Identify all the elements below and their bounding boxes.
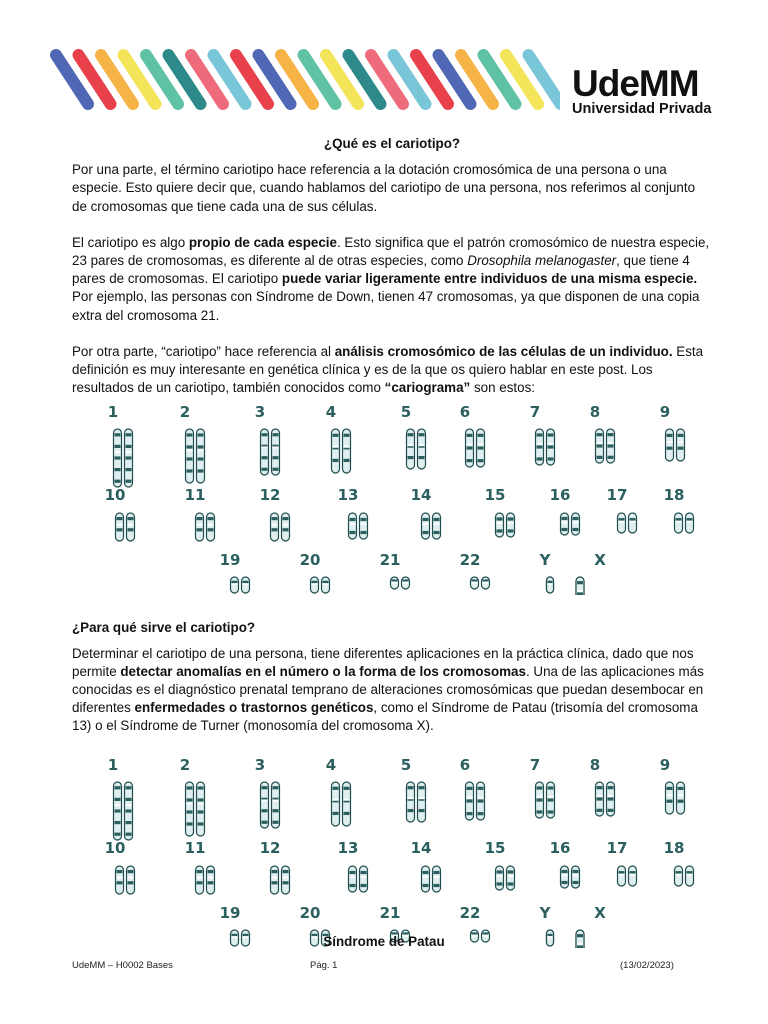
chromosome-pair xyxy=(618,513,637,533)
chromosome xyxy=(477,782,485,820)
chromosome xyxy=(207,866,215,894)
decorative-stripes xyxy=(0,0,560,125)
chromosome xyxy=(127,513,135,541)
chromosome xyxy=(675,866,683,886)
text-run: , como el Síndrome de Patau (trisomía del cromosoma 13) o el Síndrome de Turner (monosomía del cromosoma X). xyxy=(72,700,698,734)
chromosome-pair xyxy=(596,429,615,463)
karyogram-patau xyxy=(70,758,710,948)
logo-main-text: UdeMM xyxy=(572,63,699,104)
chromosome-number-label: 17 xyxy=(606,838,628,857)
text-run: Por ejemplo, las personas con Síndrome de Down, tienen 47 cromosomas, ya que disponen de una copia extra del cromosoma 21. xyxy=(72,289,700,323)
karyogram-normal xyxy=(70,405,710,595)
chromosome-number-label: 18 xyxy=(663,486,685,505)
chromosome xyxy=(482,577,490,589)
udemm-logo xyxy=(572,63,722,118)
chromosome xyxy=(675,513,683,533)
chromosome-pair xyxy=(561,513,580,535)
chromosome-number-label: 16 xyxy=(549,838,571,857)
chromosome xyxy=(596,782,604,816)
chromosome-pair xyxy=(576,577,584,595)
bold-run: “cariograma” xyxy=(384,380,471,396)
chromosome xyxy=(607,782,615,816)
chromosome xyxy=(114,429,122,487)
chromosome xyxy=(418,429,426,469)
chromosome-number-label: 2 xyxy=(179,405,191,422)
footer-page-number: Pág. 1 xyxy=(310,960,338,971)
chromosome xyxy=(282,866,290,894)
paragraph-aplicaciones xyxy=(72,645,712,736)
chromosome-pair xyxy=(675,513,694,533)
chromosome-number-label: 20 xyxy=(299,903,321,922)
chromosome xyxy=(391,577,399,589)
chromosome-number-label: 7 xyxy=(529,757,541,774)
chromosome-number-label: X xyxy=(594,551,606,570)
chromosome xyxy=(572,513,580,535)
chromosome-number-label: 21 xyxy=(379,903,401,922)
chromosome xyxy=(471,577,479,589)
chromosome xyxy=(186,429,194,483)
chromosome-pair xyxy=(422,866,441,892)
chromosome-number-label: 15 xyxy=(484,486,506,505)
chromosome xyxy=(196,513,204,541)
karyogram-patau-image xyxy=(70,758,710,948)
bold-run: detectar anomalías en el número o la forma de los cromosomas xyxy=(120,663,526,679)
chromosome-pair xyxy=(196,513,215,541)
section-title-que-es: ¿Qué es el cariotipo? xyxy=(323,136,461,151)
chromosome-number-label: 1 xyxy=(107,405,119,422)
chromosome-pair xyxy=(422,513,441,539)
chromosome-pair xyxy=(186,429,205,483)
chromosome xyxy=(349,866,357,892)
chromosome xyxy=(407,429,415,469)
chromosome-number-label: 17 xyxy=(606,486,628,505)
chromosome-number-label: 20 xyxy=(299,551,321,570)
logo-sub-text: Universidad Privada xyxy=(572,101,712,117)
footer-date: (13/02/2023) xyxy=(620,960,674,971)
chromosome xyxy=(466,429,474,467)
chromosome-number-label: 10 xyxy=(104,486,126,505)
chromosome xyxy=(686,513,694,533)
chromosome xyxy=(666,429,674,461)
chromosome-pair xyxy=(407,782,426,822)
chromosome-number-label: 22 xyxy=(459,551,481,570)
chromosome xyxy=(433,513,441,539)
chromosome xyxy=(561,866,569,888)
chromosome-pair xyxy=(186,782,205,836)
chromosome-number-label: 9 xyxy=(659,757,671,774)
chromosome xyxy=(677,782,685,814)
chromosome-number-label: 8 xyxy=(589,405,601,422)
chromosome-pair xyxy=(536,429,555,465)
paragraph-especie xyxy=(72,234,712,325)
chromosome xyxy=(607,429,615,463)
chromosome xyxy=(629,513,637,533)
chromosome-pair xyxy=(196,866,215,894)
chromosome-pair xyxy=(466,782,485,820)
chromosome-pair xyxy=(666,782,685,814)
chromosome xyxy=(261,429,269,475)
text-run: El cariotipo es algo xyxy=(72,234,189,250)
chromosome xyxy=(360,866,368,892)
chromosome xyxy=(418,782,426,822)
figure-caption: Síndrome de Patau xyxy=(323,934,445,949)
chromosome xyxy=(433,866,441,892)
chromosome-pair xyxy=(311,577,330,593)
chromosome xyxy=(629,866,637,886)
chromosome-pair xyxy=(596,782,615,816)
text-run: Por otra parte, “cariotipo” hace referencia al xyxy=(72,343,335,359)
chromosome-number-label: 18 xyxy=(663,838,685,857)
chromosome-pair xyxy=(496,513,515,537)
chromosome-number-label: 8 xyxy=(589,757,601,774)
chromosome-pair xyxy=(332,429,351,473)
chromosome xyxy=(422,513,430,539)
chromosome-number-label: 11 xyxy=(184,486,206,505)
chromosome xyxy=(282,513,290,541)
text-run: , que tiene 4 pares de cromosomas. El cariotipo xyxy=(72,253,690,287)
chromosome-pair xyxy=(349,866,368,892)
chromosome xyxy=(196,866,204,894)
chromosome-pair xyxy=(561,866,580,888)
chromosome xyxy=(536,429,544,465)
chromosome-pair xyxy=(349,513,368,539)
chromosome xyxy=(547,429,555,465)
chromosome xyxy=(125,429,133,487)
chromosome-number-label: 22 xyxy=(459,903,481,922)
chromosome xyxy=(496,866,504,890)
chromosome xyxy=(496,513,504,537)
chromosome xyxy=(322,577,330,593)
chromosome-number-label: Y xyxy=(539,551,551,570)
chromosome xyxy=(114,782,122,840)
chromosome xyxy=(332,429,340,473)
chromosome xyxy=(547,782,555,818)
chromosome xyxy=(231,577,239,593)
chromosome xyxy=(261,782,269,828)
chromosome-pair xyxy=(116,866,135,894)
section-title-para-que: ¿Para qué sirve el cariotipo? xyxy=(72,620,256,636)
chromosome xyxy=(116,513,124,541)
chromosome-number-label: 13 xyxy=(337,838,359,857)
text-run: Determinar el cariotipo de una persona, tiene diferentes aplicaciones en la práctica clínica, dado que nos permite xyxy=(72,645,694,679)
chromosome-pair xyxy=(114,429,133,487)
chromosome xyxy=(466,782,474,820)
chromosome-pair xyxy=(496,866,515,890)
chromosome-pair xyxy=(261,429,280,475)
chromosome xyxy=(596,429,604,463)
chromosome xyxy=(572,866,580,888)
chromosome-number-label: 3 xyxy=(254,405,266,422)
chromosome xyxy=(477,429,485,467)
chromosome-number-label: 12 xyxy=(259,838,281,857)
chromosome xyxy=(343,782,351,826)
chromosome-number-label: 5 xyxy=(400,405,412,422)
chromosome-number-label: 10 xyxy=(104,838,126,857)
bold-run: propio de cada especie xyxy=(188,234,337,250)
chromosome xyxy=(507,513,515,537)
chromosome-pair xyxy=(231,577,250,593)
text-run: . Esto significa que el patrón cromosómico de nuestra especie, 23 pares de cromosomas, es diferente al de otras especies, como xyxy=(72,234,710,269)
chromosome-number-label: 1 xyxy=(107,757,119,774)
text-run: Esta definición es muy interesante en genética clínica y es de la que os quiero hablar en este post. Los resultados de un cariotipo, también conocidos como xyxy=(72,343,704,396)
chromosome-pair xyxy=(536,782,555,818)
karyogram-normal-image xyxy=(70,405,710,595)
chromosome-number-label: 15 xyxy=(484,838,506,857)
chromosome-number-label: 19 xyxy=(219,903,241,922)
chromosome xyxy=(207,513,215,541)
chromosome xyxy=(618,513,626,533)
chromosome xyxy=(536,782,544,818)
chromosome xyxy=(343,429,351,473)
bold-run: enfermedades o trastornos genéticos xyxy=(134,700,374,716)
chromosome-number-label: 3 xyxy=(254,757,266,774)
chromosome-number-label: 21 xyxy=(379,551,401,570)
chromosome-number-label: 9 xyxy=(659,405,671,422)
chromosome-pair xyxy=(114,782,133,840)
chromosome-number-label: 6 xyxy=(459,757,471,774)
chromosome-number-label: Y xyxy=(539,903,551,922)
bold-run: análisis cromosómico de las células de un individuo. xyxy=(334,343,673,359)
chromosome-number-label: 12 xyxy=(259,486,281,505)
chromosome-pair xyxy=(547,577,554,593)
chromosome xyxy=(349,513,357,539)
chromosome xyxy=(311,577,319,593)
chromosome xyxy=(125,782,133,840)
chromosome xyxy=(677,429,685,461)
text-run: son estos: xyxy=(470,380,535,396)
chromosome xyxy=(271,513,279,541)
chromosome-number-label: 6 xyxy=(459,405,471,422)
footer-left: UdeMM – H0002 Bases xyxy=(72,960,173,971)
chromosome xyxy=(272,429,280,475)
italic-run: Drosophila melanogaster xyxy=(467,253,617,269)
chromosome-pair xyxy=(271,866,290,894)
chromosome xyxy=(186,782,194,836)
chromosome-number-label: 11 xyxy=(184,838,206,857)
chromosome xyxy=(116,866,124,894)
text-run: . Una de las aplicaciones más conocidas es el diagnóstico prenatal temprano de alteraciones cromosómicas que puedan desembocar en diferentes xyxy=(72,663,704,716)
chromosome xyxy=(271,866,279,894)
chromosome-number-label: 2 xyxy=(179,757,191,774)
chromosome-number-label: 4 xyxy=(325,757,337,774)
chromosome-number-label: 7 xyxy=(529,405,541,422)
chromosome-number-label: 5 xyxy=(400,757,412,774)
chromosome xyxy=(407,782,415,822)
chromosome-pair xyxy=(271,513,290,541)
chromosome xyxy=(197,782,205,836)
chromosome-pair xyxy=(116,513,135,541)
chromosome xyxy=(547,577,554,593)
chromosome-pair xyxy=(332,782,351,826)
chromosome-pair xyxy=(261,782,280,828)
document-body xyxy=(72,135,712,972)
paragraph-analisis xyxy=(72,343,712,398)
chromosome-pair xyxy=(407,429,426,469)
chromosome-number-label: 14 xyxy=(410,486,432,505)
page-header xyxy=(0,0,768,125)
chromosome-number-label: 16 xyxy=(549,486,571,505)
chromosome xyxy=(242,577,250,593)
chromosome-number-label: X xyxy=(594,903,606,922)
chromosome-pair xyxy=(618,866,637,886)
chromosome xyxy=(332,782,340,826)
chromosome xyxy=(576,577,584,595)
chromosome-pair xyxy=(666,429,685,461)
chromosome xyxy=(360,513,368,539)
chromosome-pair xyxy=(466,429,485,467)
paragraph-definition: Por una parte, el término cariotipo hace referencia a la dotación cromosómica de una persona o una especie. Esto quiere decir que, cuando hablamos del cariotipo de una persona, nos referimos al conjunto de cromosomas que tiene cada una de sus células. xyxy=(72,162,696,214)
chromosome xyxy=(127,866,135,894)
chromosome-number-label: 4 xyxy=(325,405,337,422)
chromosome xyxy=(666,782,674,814)
chromosome-number-label: 19 xyxy=(219,551,241,570)
chromosome xyxy=(422,866,430,892)
chromosome xyxy=(618,866,626,886)
chromosome xyxy=(402,577,410,589)
chromosome-pair xyxy=(471,577,490,589)
bold-run: puede variar ligeramente entre individuos de una misma especie. xyxy=(281,271,698,287)
chromosome xyxy=(686,866,694,886)
chromosome-pair xyxy=(675,866,694,886)
chromosome xyxy=(272,782,280,828)
chromosome-pair xyxy=(391,577,410,589)
chromosome-number-label: 14 xyxy=(410,838,432,857)
chromosome xyxy=(197,429,205,483)
chromosome xyxy=(561,513,569,535)
chromosome xyxy=(507,866,515,890)
chromosome-number-label: 13 xyxy=(337,486,359,505)
